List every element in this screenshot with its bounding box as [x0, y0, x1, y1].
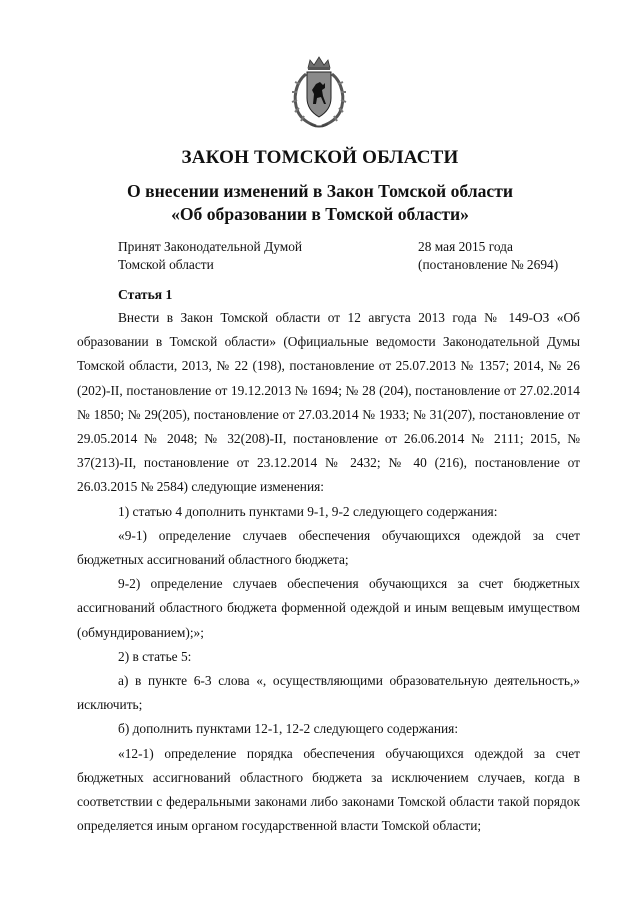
adoption-date-block [418, 238, 558, 274]
paragraph: «12-1) определение порядка обеспечения обучающихся одеждой за счет бюджетных ассигнований областного бюджета за исключением случаев, когда в соответствии с федеральными законами либо законами Томской области такой порядок определяется иным органом государственной власти Томской области; [77, 745, 580, 834]
paragraph: «9-1) определение случаев обеспечения обучающихся одеждой за счет бюджетных ассигнований областного бюджета; [77, 527, 580, 568]
adoption-authority [118, 238, 302, 274]
adopted-by-line: Принят Законодательной Думой [118, 239, 303, 254]
paragraph: 2) в статье 5: [118, 648, 192, 664]
adoption-date: 28 мая 2015 года [418, 239, 513, 254]
paragraph: б) дополнить пунктами 12-1, 12-2 следующего содержания: [118, 721, 459, 737]
law-title: ЗАКОН ТОМСКОЙ ОБЛАСТИ [181, 147, 459, 168]
subtitle-line: «Об образовании в Томской области» [171, 204, 469, 224]
article-heading: Статья 1 [118, 287, 173, 302]
paragraph: 9-2) определение случаев обеспечения обучающихся за счет бюджетных ассигнований областного бюджета форменной одеждой и иным вещевым имуществом (обмундированием);»; [77, 576, 580, 640]
subtitle-line: О внесении изменений в Закон Томской области [127, 181, 513, 201]
paragraph: а) в пункте 6-3 слова «, осуществляющими образовательную деятельность,» исключить; [77, 673, 580, 713]
adopted-by-line: Томской области [118, 257, 214, 272]
paragraph: 1) статью 4 дополнить пунктами 9-1, 9-2 следующего содержания: [118, 503, 498, 519]
article-body [77, 306, 580, 838]
resolution-number: (постановление № 2694) [418, 257, 559, 272]
coat-of-arms-emblem [286, 54, 352, 130]
law-subtitle [0, 180, 640, 226]
paragraph: Внести в Закон Томской области от 12 августа 2013 года № 149-ОЗ «Об образовании в Томской области» (Официальные ведомости Законодательной Думы Томской области, 2013, № 22 (198), постановление от 25.07.2013 № 1357; 2014, № 26 (202)-II, постановление от 19.12.2013 № 1694; № 28 (204), постановление от 27.02.2014 № 1850; № 29(205), постановление от 27.03.2014 № 1933; № 31(207), постановление от 29.05.2014 № 2048; № 32(208)-II, постановление от 26.06.2014 № 2111; 2015, № 37(213)-II, постановление от 23.12.2014 № 2432; № 40 (216), постановление от 26.03.2015 № 2584) следующие изменения: [77, 310, 580, 495]
